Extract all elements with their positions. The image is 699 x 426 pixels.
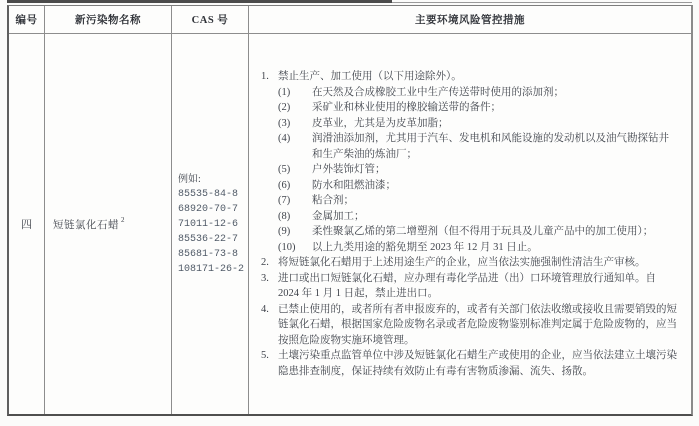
- header-cell-index: 编号: [9, 6, 45, 34]
- sub-item-number: (7): [278, 195, 291, 206]
- pollutant-name: [53, 217, 125, 232]
- sub-item-text: 以上九类用途的豁免期至 2023 年 12 月 31 日止。: [312, 241, 538, 253]
- sub-item-text: 润滑油添加剂，尤其用于汽车、发电机和风能设施的发动机以及油气勘探钻井和生产柴油的炼油厂；: [312, 133, 669, 160]
- measure-sub-item: [278, 116, 677, 132]
- measures-cell: [249, 34, 691, 414]
- measure-sub-item: [278, 224, 677, 240]
- sub-item-number: (3): [278, 117, 291, 129]
- measure-sub-item: [278, 209, 677, 225]
- sub-item-number: (5): [278, 164, 291, 175]
- row-index-cell: [9, 34, 45, 414]
- sub-item-text: 粘合剂；: [312, 195, 354, 206]
- measure-sub-item: [278, 193, 677, 209]
- measure-item: [261, 348, 677, 379]
- measure-sub-item: [278, 178, 677, 194]
- header-cell-pollutant-name: 新污染物名称: [45, 6, 172, 34]
- pollutant-name-text: 短链氯化石蜡: [53, 219, 119, 231]
- measure-number: 3.: [261, 272, 269, 284]
- measure-item: [261, 69, 677, 85]
- pollutant-measures-table: [7, 5, 693, 416]
- measure-item: [261, 255, 677, 271]
- row-index-value: 四: [21, 219, 32, 231]
- header-cell-measures: 主要环境风险管控措施: [249, 6, 691, 34]
- pollutant-name-cell: [45, 34, 172, 414]
- sub-item-number: (1): [278, 86, 291, 98]
- sub-item-text: 金属加工；: [312, 210, 365, 222]
- measure-sub-item: [278, 131, 677, 162]
- sub-item-number: (6): [278, 179, 291, 191]
- cas-number: 85681-73-8: [178, 248, 239, 260]
- measure-text: 已禁止使用的，或者所有者申报废弃的，或者有关部门依法收缴或接收且需要销毁的短链氯化石蜡，根据国家危险废物名录或者危险废物鉴别标准判定属于危险废物的，应当按照危险废物实施环境管理。: [278, 303, 677, 346]
- cas-example-label: 例如:: [178, 173, 201, 185]
- sub-item-number: (4): [278, 133, 291, 144]
- measure-sub-item: [278, 162, 677, 178]
- sub-item-text: 皮革业，尤其是为皮革加脂；: [312, 117, 449, 129]
- sub-item-number: (2): [278, 102, 291, 113]
- cas-number: 68920-70-7: [178, 203, 239, 215]
- cas-number: 85536-22-7: [178, 233, 239, 245]
- sub-item-text: 户外装饰灯管；: [312, 164, 386, 175]
- sub-item-number: (9): [278, 226, 291, 237]
- measure-sub-item: [278, 85, 677, 101]
- measure-item: [261, 302, 677, 349]
- footnote-superscript: 2: [121, 216, 125, 224]
- sub-item-text: 柔性聚氯乙烯的第二增塑剂（但不得用于玩具及儿童产品中的加工使用）；: [312, 226, 654, 237]
- cas-number: 85535-84-8: [178, 188, 239, 200]
- cas-number: 71011-12-6: [178, 218, 239, 230]
- cas-number: 108171-26-2: [178, 263, 245, 275]
- sub-item-text: 防水和阻燃油漆；: [312, 179, 396, 191]
- sub-item-text: 采矿业和林业使用的橡胶输送带的备件；: [312, 102, 501, 113]
- cas-number-cell: [172, 34, 249, 414]
- previous-row-border-fragment: [7, 0, 392, 3]
- header-cell-cas-number: CAS 号: [172, 6, 249, 34]
- sub-item-text: 在天然及合成橡胶工业中生产传送带时使用的添加剂；: [312, 86, 564, 98]
- measure-item: [261, 271, 677, 302]
- measure-sub-item: [278, 100, 677, 116]
- measure-text: 将短链氯化石蜡用于上述用途生产的企业，应当依法实施强制性清洁生产审核。: [278, 257, 646, 268]
- measure-sub-item: [278, 240, 677, 256]
- measure-number: 1.: [261, 71, 269, 82]
- measure-text: 禁止生产、加工使用（以下用途除外）。: [278, 71, 462, 82]
- sub-item-number: (8): [278, 210, 291, 222]
- measure-number: 4.: [261, 303, 269, 315]
- measure-number: 2.: [261, 257, 269, 268]
- measure-text: 土壤污染重点监管单位中涉及短链氯化石蜡生产或使用的企业，应当依法建立土壤污染隐患排查制度，保证持续有效防止有毒有害物质渗漏、流失、扬散。: [278, 350, 677, 377]
- previous-row-border-fragment-thin: [392, 2, 692, 3]
- sub-item-number: (10): [278, 241, 296, 253]
- measure-number: 5.: [261, 350, 269, 361]
- measure-text: 进口或出口短链氯化石蜡，应办理有毒化学品进（出）口环境管理放行通知单。自 2024 年 1 月 1 日起，禁止进出口。: [278, 272, 656, 299]
